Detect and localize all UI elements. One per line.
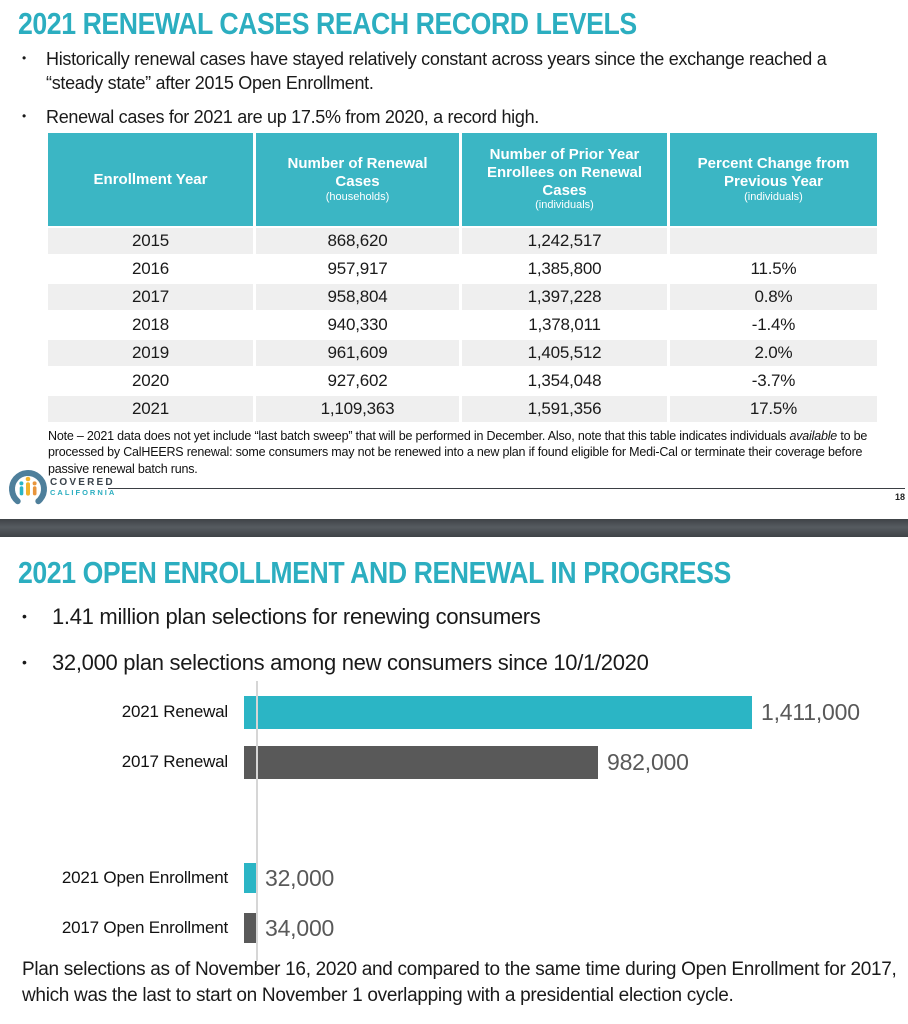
cell-cases: 940,330 [256,312,459,338]
chart-row [0,903,908,953]
cell-percent: 17.5% [670,396,877,422]
bullet-text: Renewal cases for 2021 are up 17.5% from 2020, a record high. [46,106,540,127]
chart-axis-line [256,681,258,961]
bar-2017-renewal [244,746,598,779]
cell-percent [670,228,877,254]
slide1-title: 2021 RENEWAL CASES REACH RECORD LEVELS [18,6,637,41]
bullet-item [22,48,866,96]
header-subtitle: (individuals) [535,199,594,212]
cell-year: 2019 [48,340,253,366]
slide1-bullet-list [22,48,866,139]
bullet-icon: • [22,108,27,123]
slide2-title: 2021 OPEN ENROLLMENT AND RENEWAL IN PROGRESS [18,555,731,590]
header-title: Enrollment Year [93,170,208,188]
cell-enrollees: 1,385,800 [462,256,667,282]
bar-label: 2021 Open Enrollment [61,868,228,887]
column-header-enrollment-year [48,133,253,226]
cell-cases: 961,609 [256,340,459,366]
table-footnote [48,428,881,477]
bar-2017-open-enrollment [244,913,256,943]
covered-california-wordmark [50,477,116,497]
bar-label: 2017 Open Enrollment [61,918,228,937]
cell-enrollees: 1,591,356 [462,396,667,422]
slide2-bullet-list [22,603,902,694]
bullet-text: 32,000 plan selections among new consumers since 10/1/2020 [52,649,649,675]
note-text: to be processed by CalHEERS renewal: some consumers may not be renewed into a new plan if found eligible for Medi-Cal or terminate their coverage before passive renewal batch runs. [48,429,868,476]
header-title: Percent Change from Previous Year [697,155,850,190]
logo-text-california: CALIFORNIA [50,487,117,497]
cell-percent: 11.5% [670,256,877,282]
chart-row [0,853,908,903]
bullet-item [22,106,866,130]
cell-enrollees: 1,242,517 [462,228,667,254]
bullet-icon: • [22,653,27,670]
bar-2021-open-enrollment [244,863,256,893]
cell-percent: -1.4% [670,312,877,338]
cell-percent: 0.8% [670,284,877,310]
column-header-percent-change [670,133,877,226]
slide-divider-bar [0,519,908,537]
header-subtitle: (households) [325,190,390,203]
bar-value: 982,000 [607,748,689,775]
logo-text-covered: COVERED [50,477,115,488]
chart-row [0,687,908,737]
covered-california-logo-icon [7,468,49,515]
bar-label: 2021 Renewal [121,702,228,721]
cell-percent: 2.0% [670,340,877,366]
column-header-prior-year-enrollees [462,133,667,226]
cell-year: 2020 [48,368,253,394]
column-header-renewal-cases [256,133,459,226]
header-title: Number of Renewal Cases [287,155,428,190]
cell-cases: 868,620 [256,228,459,254]
bar-value: 32,000 [265,864,335,891]
cell-cases: 927,602 [256,368,459,394]
bar-2021-renewal [244,696,752,729]
cell-enrollees: 1,397,228 [462,284,667,310]
plan-selections-bar-chart [0,687,908,953]
note-text: Note – 2021 data does not yet include “last batch sweep” that will be performed in December. Also, note that this table indicates individuals [48,429,790,443]
header-subtitle: (individuals) [744,190,803,203]
bullet-icon: • [22,608,27,624]
bullet-item [22,649,902,678]
note-italic-word: available [789,429,838,443]
cell-year: 2021 [48,396,253,422]
footer-divider-line [108,488,905,489]
cell-percent: -3.7% [670,368,877,394]
cell-enrollees: 1,405,512 [462,340,667,366]
cell-cases: 958,804 [256,284,459,310]
renewal-cases-table [48,133,877,422]
chart-caption: Plan selections as of November 16, 2020 and compared to the same time during Open Enrollment for 2017, which was the last to start on November 1 overlapping with a presidential election cycle. [22,959,897,1006]
slide-open-enrollment-progress [0,537,908,1024]
cell-year: 2015 [48,228,253,254]
cell-cases: 1,109,363 [256,396,459,422]
bar-value: 1,411,000 [761,698,860,725]
bullet-text: Historically renewal cases have stayed relatively constant across years since the exchange reached a “steady state” after 2015 Open Enrollment. [46,49,827,93]
chart-row [0,737,908,787]
cell-year: 2017 [48,284,253,310]
page-number: 18 [894,492,905,502]
cell-enrollees: 1,354,048 [462,368,667,394]
bar-label: 2017 Renewal [121,752,228,771]
bullet-text: 1.41 million plan selections for renewing consumers [52,604,541,629]
cell-enrollees: 1,378,011 [462,312,667,338]
bullet-item [22,603,902,632]
header-title: Number of Prior Year Enrollees on Renewal Cases [486,146,643,199]
cell-year: 2018 [48,312,253,338]
cell-year: 2016 [48,256,253,282]
bar-value: 34,000 [265,914,335,941]
bullet-icon: • [22,51,27,65]
cell-cases: 957,917 [256,256,459,282]
